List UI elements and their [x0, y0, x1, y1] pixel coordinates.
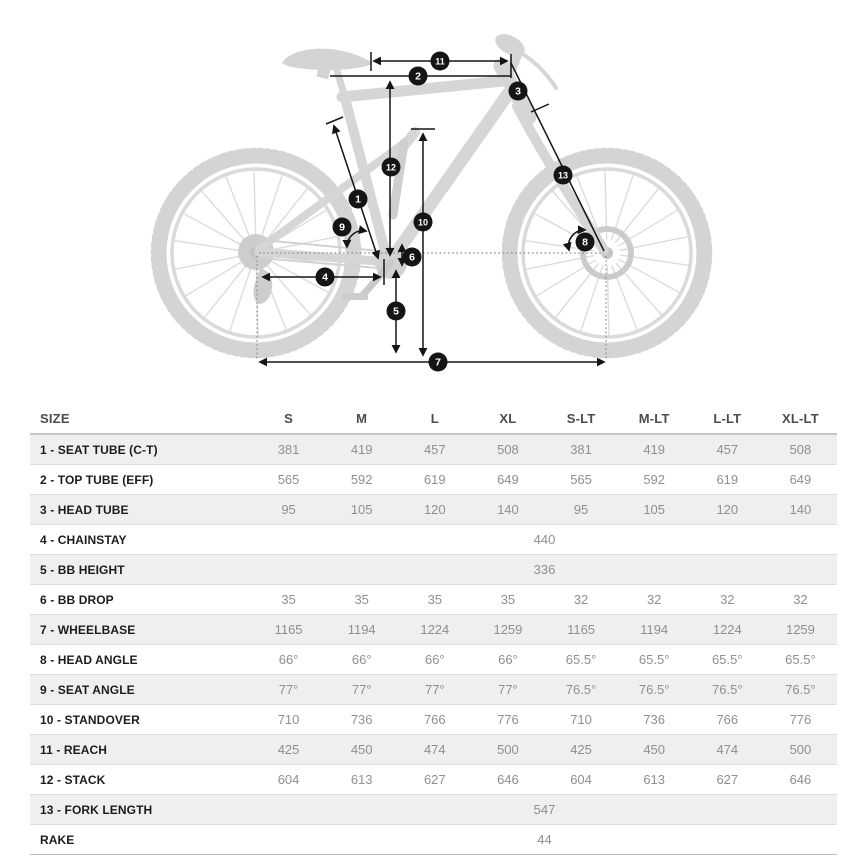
- row-value: 419: [643, 442, 666, 457]
- table-row: [30, 705, 837, 735]
- row-value: 474: [423, 742, 446, 757]
- table-row: [30, 765, 837, 795]
- row-value: 32: [720, 592, 735, 607]
- row-label: 6 - BB DROP: [40, 592, 114, 607]
- diagram-marker-13: [554, 166, 573, 185]
- row-value: 66°: [424, 652, 445, 667]
- row-value: 646: [789, 772, 812, 787]
- row-value: 65.5°: [638, 652, 670, 667]
- row-label: 11 - REACH: [40, 742, 108, 757]
- row-value: 35: [427, 592, 443, 607]
- table-row: [30, 645, 837, 675]
- table-header-row: [30, 404, 837, 434]
- row-value: 508: [789, 442, 812, 457]
- row-value: 140: [789, 502, 812, 517]
- row-value: 565: [277, 472, 300, 487]
- row-label: 8 - HEAD ANGLE: [40, 652, 138, 667]
- spoke: [230, 266, 252, 330]
- row-value: 457: [423, 442, 446, 457]
- bike-silhouette: [153, 30, 710, 356]
- bike-geometry-diagram: [0, 0, 866, 400]
- marker-number: 2: [415, 70, 421, 83]
- table-row: [30, 615, 837, 645]
- row-label: RAKE: [40, 832, 75, 847]
- row-value: 500: [789, 742, 812, 757]
- size-column-header: XL: [471, 404, 544, 434]
- row-value: 1224: [712, 622, 742, 637]
- row-value-span: 547: [533, 802, 556, 817]
- row-value: 710: [277, 712, 300, 727]
- row-value: 592: [350, 472, 373, 487]
- marker-number: 4: [322, 271, 328, 284]
- row-value: 1165: [274, 622, 303, 637]
- row-value: 35: [500, 592, 516, 607]
- size-column-header: S-LT: [545, 404, 618, 434]
- diagram-marker-9: [333, 218, 352, 237]
- row-value: 457: [716, 442, 739, 457]
- marker-number: 5: [393, 305, 399, 318]
- spoke: [254, 171, 256, 239]
- row-value: 76.5°: [712, 682, 743, 697]
- row-value: 65.5°: [785, 652, 816, 667]
- row-label: 7 - WHEELBASE: [40, 622, 136, 637]
- row-value: 32: [573, 592, 589, 607]
- row-label: 4 - CHAINSTAY: [40, 532, 127, 547]
- table-row: [30, 735, 837, 765]
- row-value: 1259: [493, 622, 523, 637]
- marker-number: 9: [339, 221, 345, 234]
- row-value: 1194: [347, 622, 376, 637]
- row-value: 1165: [567, 622, 596, 637]
- row-value: 613: [350, 772, 373, 787]
- table-row: [30, 585, 837, 615]
- row-value: 66°: [278, 652, 299, 667]
- row-value: 35: [354, 592, 369, 607]
- marker-number: 13: [557, 170, 569, 181]
- row-value: 76.5°: [638, 682, 670, 697]
- row-value: 619: [716, 472, 739, 487]
- spoke: [184, 214, 244, 247]
- row-value: 425: [277, 742, 300, 757]
- row-value: 95: [573, 502, 589, 517]
- diagram-marker-1: [349, 190, 368, 209]
- spoke: [265, 264, 310, 315]
- row-value: 140: [497, 502, 519, 517]
- row-value: 425: [570, 742, 592, 757]
- row-value: 604: [570, 772, 592, 787]
- diagram-marker-12: [382, 158, 401, 177]
- row-value: 32: [646, 592, 662, 607]
- down-tube: [392, 94, 508, 259]
- diagram-marker-4: [316, 268, 335, 287]
- diagram-marker-3: [509, 82, 528, 101]
- row-value: 766: [423, 712, 446, 727]
- row-value: 592: [643, 472, 666, 487]
- marker-number: 7: [435, 356, 441, 369]
- diagram-marker-6: [403, 248, 422, 267]
- row-value: 76.5°: [785, 682, 816, 697]
- size-header-label: SIZE: [30, 404, 252, 434]
- row-value: 66°: [498, 652, 518, 667]
- size-column-header: L: [398, 404, 471, 434]
- row-label: 9 - SEAT ANGLE: [40, 682, 135, 697]
- size-column-header: M-LT: [618, 404, 691, 434]
- row-value: 627: [716, 772, 739, 787]
- diagram-marker-2: [409, 67, 428, 86]
- marker-number: 11: [435, 56, 445, 67]
- table-row: [30, 495, 837, 525]
- table-row: [30, 525, 837, 555]
- size-column-header: XL-LT: [764, 404, 837, 434]
- row-value: 627: [423, 772, 446, 787]
- table-row: [30, 434, 837, 465]
- row-value: 419: [350, 442, 373, 457]
- row-label: 12 - STACK: [40, 772, 106, 787]
- row-value: 776: [497, 712, 519, 727]
- row-value: 619: [423, 472, 446, 487]
- row-value-span: 440: [533, 532, 556, 547]
- row-value: 65.5°: [565, 652, 597, 667]
- row-value: 120: [716, 502, 739, 517]
- size-column-header: M: [325, 404, 398, 434]
- spoke: [202, 192, 247, 243]
- row-label: 2 - TOP TUBE (EFF): [40, 472, 154, 487]
- row-value: 77°: [424, 682, 445, 697]
- row-value: 766: [716, 712, 739, 727]
- brake-lever: [520, 52, 556, 88]
- row-value: 381: [277, 442, 300, 457]
- row-value: 1224: [420, 622, 450, 637]
- row-value: 1194: [640, 622, 669, 637]
- row-value: 500: [497, 742, 519, 757]
- row-value: 35: [281, 592, 296, 607]
- diagram-marker-5: [387, 302, 406, 321]
- row-value: 508: [497, 442, 519, 457]
- row-value: 95: [281, 502, 296, 517]
- row-value: 450: [643, 742, 666, 757]
- size-column-header: S: [252, 404, 325, 434]
- row-value: 66°: [351, 652, 372, 667]
- row-value: 646: [497, 772, 519, 787]
- row-value: 77°: [278, 682, 299, 697]
- table-row: [30, 825, 837, 855]
- pedal: [342, 293, 368, 300]
- row-value: 613: [643, 772, 666, 787]
- row-label: 10 - STANDOVER: [40, 712, 140, 727]
- marker-number: 12: [385, 162, 397, 173]
- row-value: 736: [643, 712, 666, 727]
- seat-tube-tick: [326, 117, 343, 124]
- row-value: 736: [350, 712, 373, 727]
- row-value-span: 336: [533, 562, 556, 577]
- row-label: 1 - SEAT TUBE (C-T): [40, 442, 158, 457]
- marker-number: 6: [409, 251, 415, 264]
- diagram-marker-11: [431, 52, 450, 71]
- row-label: 13 - FORK LENGTH: [40, 802, 153, 817]
- row-value: 450: [350, 742, 373, 757]
- row-value: 710: [570, 712, 592, 727]
- geometry-table: [30, 404, 837, 855]
- table-row: [30, 465, 837, 495]
- row-value: 77°: [351, 682, 372, 697]
- row-value: 32: [793, 592, 808, 607]
- row-value: 649: [789, 472, 812, 487]
- row-value: 120: [423, 502, 446, 517]
- row-value: 76.5°: [565, 682, 597, 697]
- spoke: [226, 177, 251, 240]
- marker-number: 3: [515, 85, 521, 98]
- row-value: 105: [350, 502, 373, 517]
- table-row: [30, 675, 837, 705]
- row-value: 776: [789, 712, 812, 727]
- row-value: 565: [570, 472, 592, 487]
- row-value: 77°: [498, 682, 518, 697]
- row-label: 5 - BB HEIGHT: [40, 562, 125, 577]
- row-value-span: 44: [537, 832, 552, 847]
- row-value: 65.5°: [712, 652, 743, 667]
- row-value: 1259: [785, 622, 815, 637]
- diagram-marker-7: [429, 353, 448, 372]
- spoke: [175, 241, 242, 251]
- marker-number: 8: [582, 236, 588, 249]
- row-value: 604: [277, 772, 300, 787]
- diagram-marker-8: [576, 233, 595, 252]
- table-row: [30, 795, 837, 825]
- size-column-header: L-LT: [691, 404, 764, 434]
- row-value: 649: [497, 472, 519, 487]
- row-value: 105: [643, 502, 666, 517]
- marker-number: 10: [417, 217, 429, 228]
- marker-number: 1: [355, 193, 361, 206]
- diagram-marker-10: [414, 213, 433, 232]
- row-value: 381: [570, 442, 592, 457]
- table-body: [30, 434, 837, 855]
- row-value: 474: [716, 742, 739, 757]
- table-row: [30, 555, 837, 585]
- row-label: 3 - HEAD TUBE: [40, 502, 129, 517]
